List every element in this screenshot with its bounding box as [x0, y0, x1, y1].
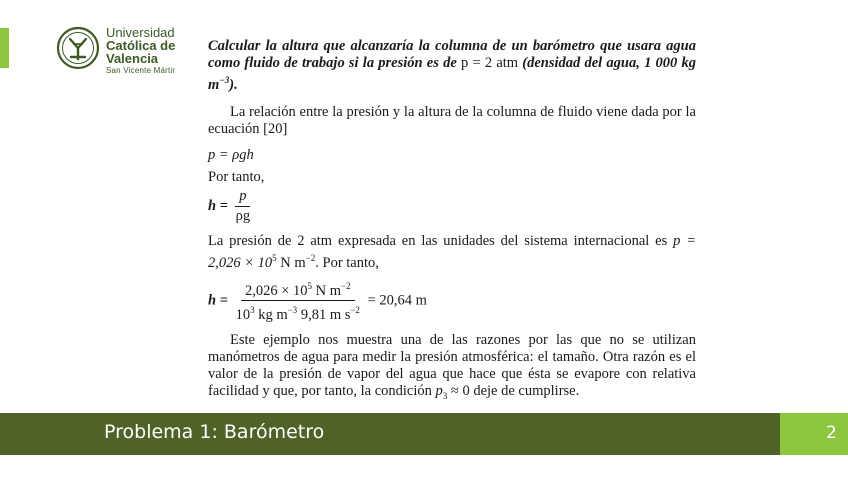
para3-text: Este ejemplo nos muestra una de las razones por las que no se utilizan manómetros de agua para medir la presión atmosférica: el tamaño. Otra razón es el valor de la presión de vapor del agua que hace que ésta se evapore con relativa facilidad y que, por tanto, la condición [208, 332, 696, 400]
paragraph-conclusion [208, 332, 696, 405]
statement-end: ). [229, 76, 238, 93]
eq2-numerator: p [235, 188, 250, 207]
logo-line-universidad: Universidad [106, 25, 175, 40]
para3-end: ≈ 0 deje de cumplirse. [447, 383, 580, 400]
eq3-numerator [241, 278, 355, 302]
page-number-box [780, 413, 848, 455]
para2-unit: N m [276, 254, 306, 271]
statement-text: Calcular la altura que alcanzaría la columna de un barómetro que usara agua como fluido de trabajo si la presión es de [208, 38, 696, 71]
eq3-den-c: 9,81 m s [297, 307, 351, 324]
eq3-num-exp: 5 [307, 280, 312, 291]
para2-end: . Por tanto, [315, 254, 379, 271]
para2-value: p = 2,026 × 10 [208, 232, 696, 271]
eq3-lhs: h = [208, 292, 228, 309]
statement-density-exp: −3 [219, 75, 230, 85]
eq3-denominator [232, 301, 364, 324]
equation-h-numeric [208, 278, 696, 325]
eq3-den-b: kg m [254, 307, 288, 324]
para2-unit-exp: −2 [305, 252, 316, 263]
statement-density: (densidad del agua, 1 000 kg m [208, 55, 696, 93]
para3-p: p [435, 383, 443, 400]
logo-emblem-icon [56, 26, 100, 70]
eq3-result: = 20,64 m [367, 292, 427, 309]
page-number: 2 [826, 423, 837, 443]
logo-line-valencia: Valencia [106, 51, 159, 66]
eq3-num-value: 2,026 × 10 [244, 282, 308, 299]
eq2-lhs: h = [208, 197, 228, 214]
eq2-denominator: ρg [235, 207, 251, 224]
problem-statement [208, 38, 696, 94]
por-tanto-label: Por tanto, [208, 168, 265, 185]
eq3-den-a: 10 [235, 307, 251, 324]
problem-document [208, 38, 696, 405]
eq3-den-exp: 3 [250, 305, 255, 316]
eq3-num-unit-exp: −2 [341, 280, 351, 291]
equation-p-rho-g-h: p = ρgh [208, 146, 254, 163]
logo-line-san-vicente: San Vicente Mártir [106, 66, 176, 75]
accent-bar [0, 28, 9, 68]
para2-exp: 5 [272, 252, 277, 263]
university-logo [56, 26, 175, 76]
eq3-den-c-exp: −2 [350, 305, 360, 316]
para2-text: La presión de 2 atm expresada en las unidades del sistema internacional es [208, 232, 674, 249]
equation-h-fraction [208, 188, 696, 225]
eq3-fraction [232, 278, 364, 325]
slide-title: Problema 1: Barómetro [104, 421, 325, 443]
paragraph-relation: La relación entre la presión y la altura de la columna de fluido viene dada por la ecuación [20] [208, 103, 696, 137]
eq3-num-unit: N m [312, 282, 341, 299]
logo-line-catolica: Católica de [106, 38, 176, 53]
paragraph-si-pressure [208, 233, 696, 272]
para3-sub: 3 [442, 391, 448, 402]
eq3-den-b-exp: −3 [287, 305, 298, 316]
eq2-fraction [232, 188, 255, 225]
statement-pressure: p = 2 atm [461, 55, 519, 71]
